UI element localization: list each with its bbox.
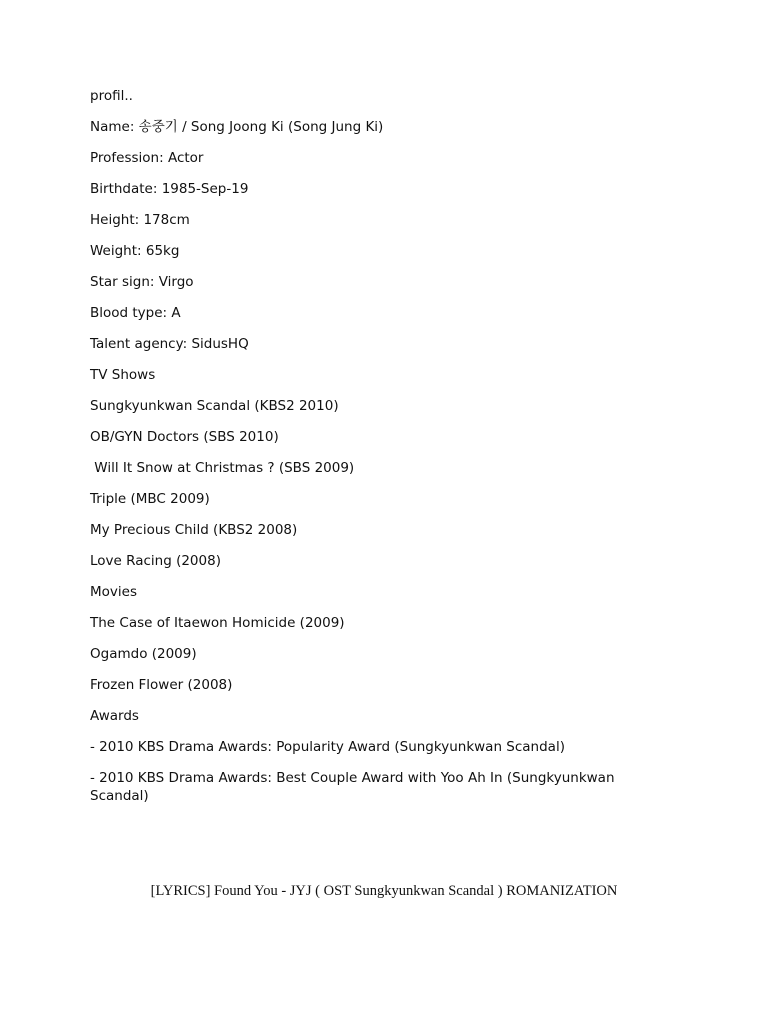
- profile-birthdate: Birthdate: 1985-Sep-19: [90, 181, 249, 197]
- profile-name: Name: 송중기 / Song Joong Ki (Song Jung Ki): [90, 119, 384, 135]
- profile-height: Height: 178cm: [90, 212, 190, 228]
- movie-item: Frozen Flower (2008): [90, 677, 233, 693]
- tv-show-item: Love Racing (2008): [90, 553, 221, 569]
- profile-text-block: [90, 87, 650, 818]
- movies-heading: Movies: [90, 584, 137, 600]
- tv-show-item: My Precious Child (KBS2 2008): [90, 522, 298, 538]
- movie-item: Ogamdo (2009): [90, 646, 197, 662]
- lyrics-title: [LYRICS] Found You - JYJ ( OST Sungkyunkwan Scandal ) ROMANIZATION: [150, 883, 618, 899]
- profile-star-sign: Star sign: Virgo: [90, 274, 194, 290]
- tv-show-item: Triple (MBC 2009): [90, 491, 210, 507]
- tv-shows-heading: TV Shows: [90, 367, 156, 383]
- profile-talent-agency: Talent agency: SidusHQ: [90, 336, 249, 352]
- profile-weight: Weight: 65kg: [90, 243, 180, 259]
- profile-blood-type: Blood type: A: [90, 305, 181, 321]
- profile-profession: Profession: Actor: [90, 150, 204, 166]
- tv-show-item: OB/GYN Doctors (SBS 2010): [90, 429, 279, 445]
- tv-show-item: Will It Snow at Christmas ? (SBS 2009): [90, 460, 355, 476]
- tv-show-item: Sungkyunkwan Scandal (KBS2 2010): [90, 398, 339, 414]
- award-item: - 2010 KBS Drama Awards: Best Couple Award with Yoo Ah In (Sungkyunkwan Scandal): [90, 770, 619, 804]
- award-item: - 2010 KBS Drama Awards: Popularity Award (Sungkyunkwan Scandal): [90, 739, 565, 755]
- awards-heading: Awards: [90, 708, 139, 724]
- profile-heading: profil..: [90, 88, 133, 104]
- movie-item: The Case of Itaewon Homicide (2009): [90, 615, 345, 631]
